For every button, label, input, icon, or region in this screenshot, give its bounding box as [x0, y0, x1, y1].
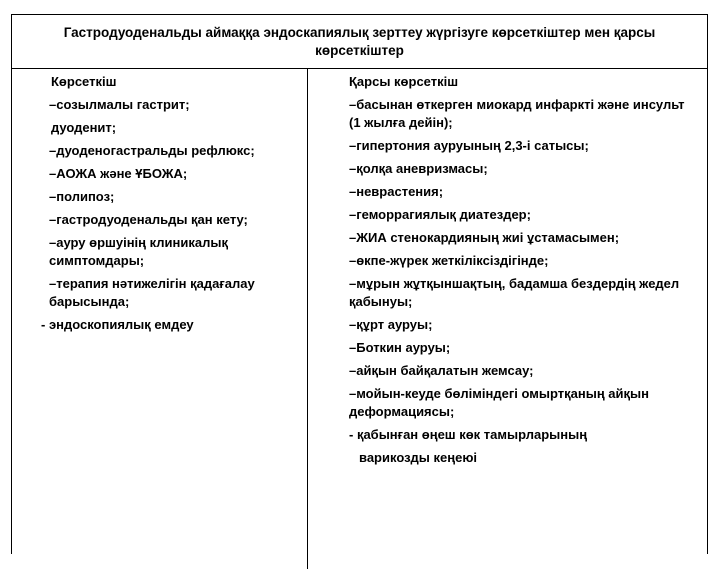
- contraindications-heading: Қарсы көрсеткіш: [349, 74, 459, 89]
- contraindication-item: варикозды кеңеюі: [359, 450, 478, 465]
- indications-column: [41, 73, 299, 339]
- contraindication-item: –мұрын жұтқыншақтың, бадамша бездердің жедел қабынуы;: [349, 276, 680, 309]
- contraindication-item: –геморрагиялық диатездер;: [349, 207, 531, 222]
- contraindication-item: –қолқа аневризмасы;: [349, 161, 488, 176]
- table-header: [12, 15, 707, 69]
- contraindication-item: –басынан өткерген миокард инфаркті және инсульт (1 жылға дейін);: [349, 97, 685, 130]
- contraindication-item: –айқын байқалатын жемсау;: [349, 363, 534, 378]
- indication-item: –дуоденогастральды рефлюкс;: [49, 143, 255, 158]
- indication-item: –ауру өршуінің клиникалық симптомдары;: [49, 235, 228, 268]
- indication-item: - эндоскопиялық емдеу: [41, 317, 194, 332]
- indication-item: –полипоз;: [49, 189, 115, 204]
- contraindications-column: [349, 73, 699, 472]
- contraindication-item: –неврастения;: [349, 184, 444, 199]
- contraindication-item: –мойын-кеуде бөліміндегі омыртқаның айқын деформациясы;: [349, 386, 649, 419]
- indication-item: –гастродуоденальды қан кету;: [49, 212, 248, 227]
- indication-item: –терапия нәтижелігін қадағалау барысында;: [49, 276, 255, 309]
- contraindication-item: –құрт ауруы;: [349, 317, 433, 332]
- table-title: Гастродуоденальды аймаққа эндоскапиялық зерттеу жүргізуге көрсеткіштер мен қарсы көрсеткіштер: [63, 25, 656, 58]
- column-divider: [307, 69, 308, 569]
- indication-item: дуоденит;: [51, 120, 117, 135]
- contraindication-item: –гипертония ауруының 2,3-і сатысы;: [349, 138, 589, 153]
- indication-item: –созылмалы гастрит;: [49, 97, 190, 112]
- indication-item: –АОЖА және ҰБОЖА;: [49, 166, 188, 181]
- contraindication-item: –Боткин ауруы;: [349, 340, 451, 355]
- indications-table: [11, 14, 708, 554]
- contraindication-item: –өкпе-жүрек жеткіліксіздігінде;: [349, 253, 549, 268]
- contraindication-item: - қабынған өңеш көк тамырларының: [349, 427, 588, 442]
- indications-heading: Көрсеткіш: [51, 74, 117, 89]
- contraindication-item: –ЖИА стенокардияның жиі ұстамасымен;: [349, 230, 620, 245]
